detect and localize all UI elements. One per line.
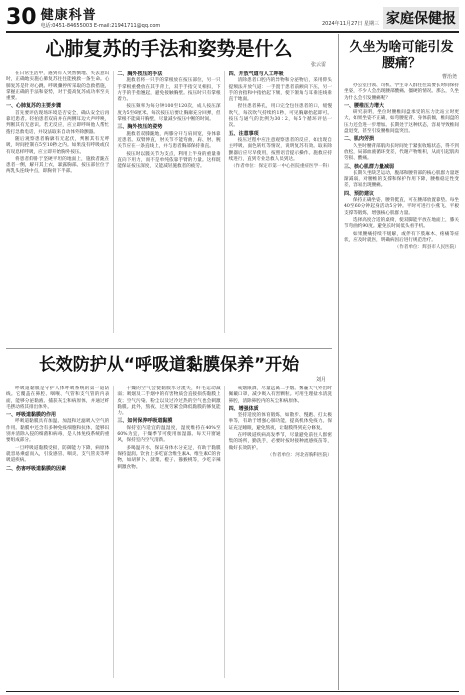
- article1-author-affiliation: （作者单位：保定市第一中心医院重症医学一科）: [230, 164, 332, 170]
- article2-paragraph: 多喝温开水，保证身体水分充足，有助于黏膜保持湿润。饮食上多吃富含维生素A、维生素C的食物，如胡萝卜、菠菜、橙子、猕猴桃等，少吃辛辣刺激食物。: [117, 445, 221, 470]
- article2-paragraph: 干燥的空气会使黏膜水分流失，纤毛运动减弱；吸烟及二手烟中的有害物质会直接损伤黏膜上皮；空气污染、粉尘以及过冷过热的空气也会刺激黏膜。此外，熬夜、过度劳累会降低黏膜的修复能力。: [117, 386, 221, 417]
- article-cpr-headline: 心肺复苏的手法和姿势是什么: [45, 38, 293, 60]
- article1-paragraph: 清除患者口腔内的异物和分泌物后，采用仰头提颏法开放气道：一手置于患者前额向下压，另一手的食指和中指抬起下颏，使下颌角与耳垂连线垂直于地面。: [228, 78, 332, 103]
- article-backpain-headline: 久坐为啥可能引发腰痛？: [349, 40, 454, 71]
- article2-subheading: 一、呼吸道黏膜的作用: [6, 412, 57, 419]
- section-title: 健康科普: [40, 8, 97, 23]
- article1-paragraph: 按压时以髋关节为支点，利用上半身的重量垂直向下用力，而不是单纯依靠手臂的力量。这样既能保证按压深度，又能减轻施救者的疲劳。: [117, 151, 221, 170]
- article2-paragraph: 坚持适度的体育锻炼，如散步、慢跑、打太极拳等，有助于增强心肺功能，提高机体免疫力。保证充足睡眠，避免熬夜，让黏膜得到充分修复。: [228, 413, 332, 431]
- article-mucosa-body: [6, 386, 332, 678]
- page-content: [6, 34, 459, 690]
- article1-paragraph: 施救者将一只手的掌根放在按压部位，另一只手掌根重叠放在其手背上，双手手指交叉相扣，下方手的手指翘起，避免接触胸壁。按压时只有掌根着力。: [117, 78, 221, 103]
- left-columns: [6, 34, 332, 690]
- article1-paragraph: 按压频率为每分钟100至120次，成人按压深度为5至6厘米。每次按压后要让胸廓充分回弹，但掌根不能离开胸壁，尽量减少按压中断的时间。: [117, 104, 221, 123]
- article3-paragraph: 如果腰痛持续不缓解，或伴有下肢麻木、疼痛等症状，应及时就医，明确病因后进行规范治疗。: [344, 231, 459, 243]
- article1-paragraph: 在日常生活中，遇到有人突然倒地、失去意识时，正确地实施心肺复苏往往能挽救一条生命。心肺复苏是针对心跳、呼吸骤停所采取的急救措施，掌握正确的手法和姿势，对于提高复苏成功率至关重要。: [6, 71, 110, 102]
- masthead-section-block: [41, 9, 161, 29]
- article3-subheading: 二、肌肉劳损: [344, 136, 375, 143]
- article3-subheading: 四、预防建议: [344, 190, 375, 197]
- article1-paragraph: 施救者双膝跪地，两膝分开与肩同宽，身体靠近患者。双臂伸直，肘关节不能弯曲，肩、肘、腕关节应在一条直线上，并与患者胸部保持垂直。: [117, 131, 221, 150]
- masthead-right: [322, 7, 459, 29]
- article3-paragraph: 保持正确坐姿，腰背挺直，可在腰部放置靠垫。每坐40至60分钟起身活动5分钟。平时可进行小燕飞、平板支撑等锻炼，增强核心肌群力量。: [344, 198, 459, 216]
- article3-subheading: 三、核心肌群力量减弱: [344, 163, 395, 170]
- masthead-left: [6, 7, 160, 29]
- article-mucosa-byline: 刘月: [315, 377, 326, 383]
- article2-subheading: 二、伤害呼吸道黏膜的因素: [6, 465, 67, 472]
- article2-paragraph: 呼吸道黏膜是守护人体呼吸系统的第一道防线。它覆盖在鼻腔、咽喉、气管和支气管的内表面，能够分泌黏液、捕获灰尘和病原体，并通过纤毛摆动将其排出体外。: [6, 386, 110, 410]
- article1-subheading: 一、心肺复苏的主要步骤: [6, 103, 62, 110]
- article2-paragraph: 一旦呼吸道黏膜受损，防御能力下降，病原体就容易乘虚而入，引发感冒、咽炎、支气管炎等呼吸道疾病。: [6, 445, 110, 464]
- article3-paragraph: 选择高度合适的桌椅，使双脚能平放在地面上，膝关节弯曲约90度。避免长时间低头看手机。: [344, 217, 459, 230]
- article-cpr-byline: 张云雷: [310, 62, 326, 68]
- article-mucosa-headline: 长效防护从“呼吸道黏膜保养”开始: [38, 355, 300, 375]
- article1-subheading: 三、胸外按压的姿势: [117, 124, 163, 131]
- article-mucosa: [6, 348, 332, 690]
- article2-subheading: 四、增强体质: [228, 405, 259, 412]
- article1-paragraph: 将患者仰卧于坚硬平坦的地面上，施救者跪在患者一侧，解开其上衣，暴露胸部。按压部位位于两乳头连线中点，即胸骨下半部。: [6, 156, 110, 175]
- article1-subheading: 四、开放气道与人工呼吸: [228, 71, 284, 77]
- article-backpain-body: [344, 83, 459, 673]
- contact-info: 电话:0451-84655003 E-mail:21941711@qq.com: [40, 23, 161, 29]
- article2-paragraph: 呼吸道黏膜具有加温、加湿和过滤吸入空气的作用。黏膜中还含有多种免疫细胞和抗体，能够识别并清除入侵的细菌和病毒，是人体免疫系统的重要组成部分。: [6, 419, 110, 444]
- footer-rule: [6, 691, 459, 692]
- article3-paragraph: 研究表明，坐位时腰椎间盘承受的压力比站立时更大，如果坐姿不正确，如弯腰驼背、身体前倾，椎间盘的压力还会进一步增加。长期处于这种状态，容易导致椎间盘退变，甚至引发腰椎间盘突出。: [344, 110, 459, 135]
- article2-subheading: 三、如何保养呼吸道黏膜: [117, 418, 173, 425]
- right-column: [338, 34, 459, 690]
- article3-paragraph: 长期久坐缺乏运动，腹部和腰背部的核心肌群力量逐渐减弱，对腰椎的支撑和保护作用下降，腰椎稳定性变差，容易出现腰痛。: [344, 170, 459, 189]
- newspaper-name: 家庭保健报: [383, 7, 459, 29]
- article1-subheading: 二、胸外按压的手法: [117, 71, 163, 77]
- article3-paragraph: 办公室白领、司机、学生等人群往往需要长时间保持坐姿，不少人会出现腰部酸痛、僵硬的情况。那么，久坐为什么会引发腰痛呢？: [344, 83, 459, 101]
- article3-subheading: 一、腰椎压力增大: [344, 102, 385, 109]
- article1-subheading: 五、注意事项: [228, 130, 259, 137]
- article3-paragraph: 久坐时腰背部肌肉长时间处于紧张收缩状态，得不到放松，局部血液循环变差，代谢产物堆积，从而引起肌肉劳损、酸痛。: [344, 143, 459, 162]
- article3-author-affiliation: （作者单位：辉县市人民医院）: [394, 245, 459, 251]
- article1-paragraph: 按压过程中应注意观察患者的反应，如出现自主呼吸、面色转红等情况，说明复苏有效。取来除颤器后应尽早使用，按照语音提示操作。施救应持续进行，直到专业急救人员到达。: [228, 137, 332, 162]
- article1-paragraph: 随后观察患者胸廓有无起伏，判断其有无呼吸，时间控制在5至10秒之内。如果没有呼吸或仅有叹息样呼吸，应立即开始胸外按压。: [6, 136, 110, 155]
- page-number: 30: [6, 5, 37, 30]
- issue-date: 2024年11月27日 星期三: [321, 21, 379, 27]
- article1-paragraph: 捏住患者鼻孔，用口完全包住患者的口，缓慢吹气，每次吹气持续约1秒，可见胸廓抬起即可。按压与通气的比例为30∶2，每5个循环评估一次。: [228, 104, 332, 129]
- article2-paragraph: 在呼吸道疾病高发季节，尽量避免前往人群密集的场所，勤洗手，必要时按时接种流感疫苗等，做好长效防护。: [228, 433, 332, 451]
- article1-paragraph: 首先要评估现场环境是否安全，确认安全后再靠近患者。轻拍患者双肩并在两侧耳边大声呼唤，判断其有无意识。若无反应，应立即呼叫他人帮忙拨打急救电话，并设法取来自动体外除颤器。: [6, 110, 110, 135]
- article-cpr-body: [6, 71, 332, 333]
- masthead: [6, 3, 459, 33]
- article2-author-affiliation: （作者单位：河北省胸科医院）: [267, 452, 332, 458]
- article-backpain-byline: 曹治尧: [441, 74, 457, 80]
- article2-paragraph: 戒烟限酒，尽量远离二手烟。雾霾天气外出时佩戴口罩，减少吸入有害颗粒。可用生理盐水清洗鼻腔，清除鼻腔内的灰尘和病原体。: [228, 386, 332, 404]
- article-cpr: [6, 34, 332, 342]
- article2-paragraph: 保持室内适宜的温湿度，湿度维持在40%至60%为宜，干燥季节可使用加湿器。每天开窗通风，保持室内空气清新。: [117, 425, 221, 444]
